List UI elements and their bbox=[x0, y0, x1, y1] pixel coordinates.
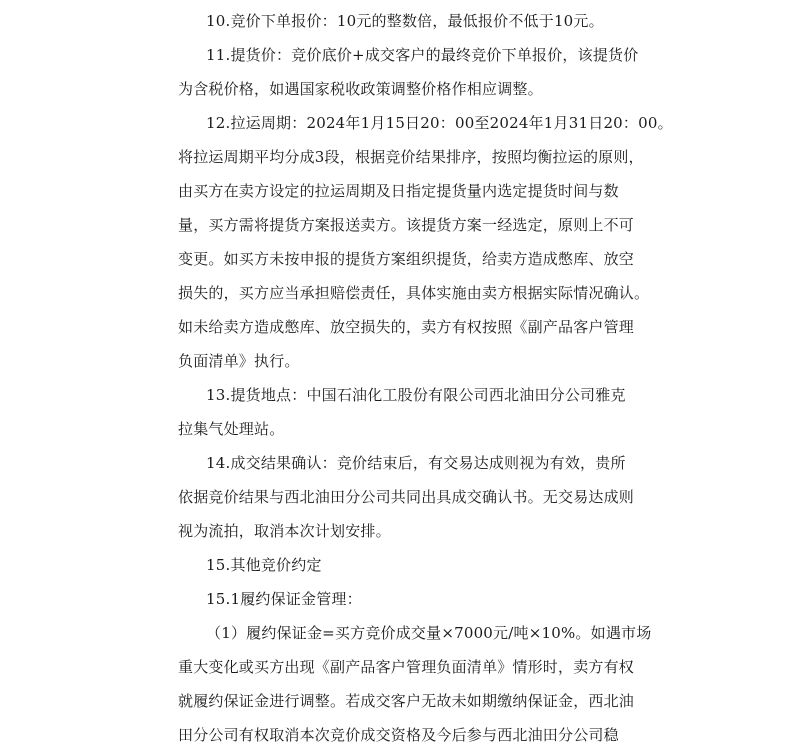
clause-10-line: 10.竞价下单报价：10元的整数倍，最低报价不低于10元。 bbox=[206, 12, 604, 30]
clause-12-continuation: 由买方在卖方设定的拉运周期及日指定提货量内选定提货时间与数 bbox=[178, 182, 619, 200]
clause-12-continuation: 如未给卖方造成憋库、放空损失的，卖方有权按照《副产品客户管理 bbox=[178, 318, 635, 336]
clause-15-1-continuation: 田分公司有权取消本次竞价成交资格及今后参与西北油田分公司稳 bbox=[178, 726, 619, 744]
clause-12-line: 12.拉运周期：2024年1月15日20：00至2024年1月31日20：00。 bbox=[206, 114, 673, 132]
clause-15-1-continuation: 就履约保证金进行调整。若成交客户无故未如期缴纳保证金，西北油 bbox=[178, 692, 635, 710]
clause-15-heading: 15.其他竞价约定 bbox=[206, 556, 322, 574]
clause-14-continuation: 依据竞价结果与西北油田分公司共同出具成交确认书。无交易达成则 bbox=[178, 488, 635, 506]
clause-11-continuation: 为含税价格，如遇国家税收政策调整价格作相应调整。 bbox=[178, 80, 543, 98]
clause-12-continuation: 将拉运周期平均分成3段，根据竞价结果排序，按照均衡拉运的原则， bbox=[178, 148, 644, 166]
clause-14-continuation: 视为流拍，取消本次计划安排。 bbox=[178, 522, 391, 540]
clause-14-line: 14.成交结果确认：竞价结束后，有交易达成则视为有效，贵所 bbox=[206, 454, 626, 472]
clause-13-continuation: 拉集气处理站。 bbox=[178, 420, 285, 438]
clause-12-continuation: 负面清单》执行。 bbox=[178, 352, 300, 370]
clause-12-continuation: 量，买方需将提货方案报送卖方。该提货方案一经选定，原则上不可 bbox=[178, 216, 635, 234]
clause-12-continuation: 损失的，买方应当承担赔偿责任，具体实施由卖方根据实际情况确认。 bbox=[178, 284, 650, 302]
clause-11-line: 11.提货价：竞价底价+成交客户的最终竞价下单报价，该提货价 bbox=[206, 46, 639, 64]
clause-15-1-continuation: 重大变化或买方出现《副产品客户管理负面清单》情形时，卖方有权 bbox=[178, 658, 635, 676]
clause-13-line: 13.提货地点：中国石油化工股份有限公司西北油田分公司雅克 bbox=[206, 386, 626, 404]
clause-15-1-item-1: （1）履约保证金=买方竞价成交量×7000元/吨×10%。如遇市场 bbox=[206, 624, 652, 642]
clause-12-continuation: 变更。如买方未按申报的提货方案组织提货，给卖方造成憋库、放空 bbox=[178, 250, 635, 268]
clause-15-1-heading: 15.1履约保证金管理： bbox=[206, 590, 362, 608]
